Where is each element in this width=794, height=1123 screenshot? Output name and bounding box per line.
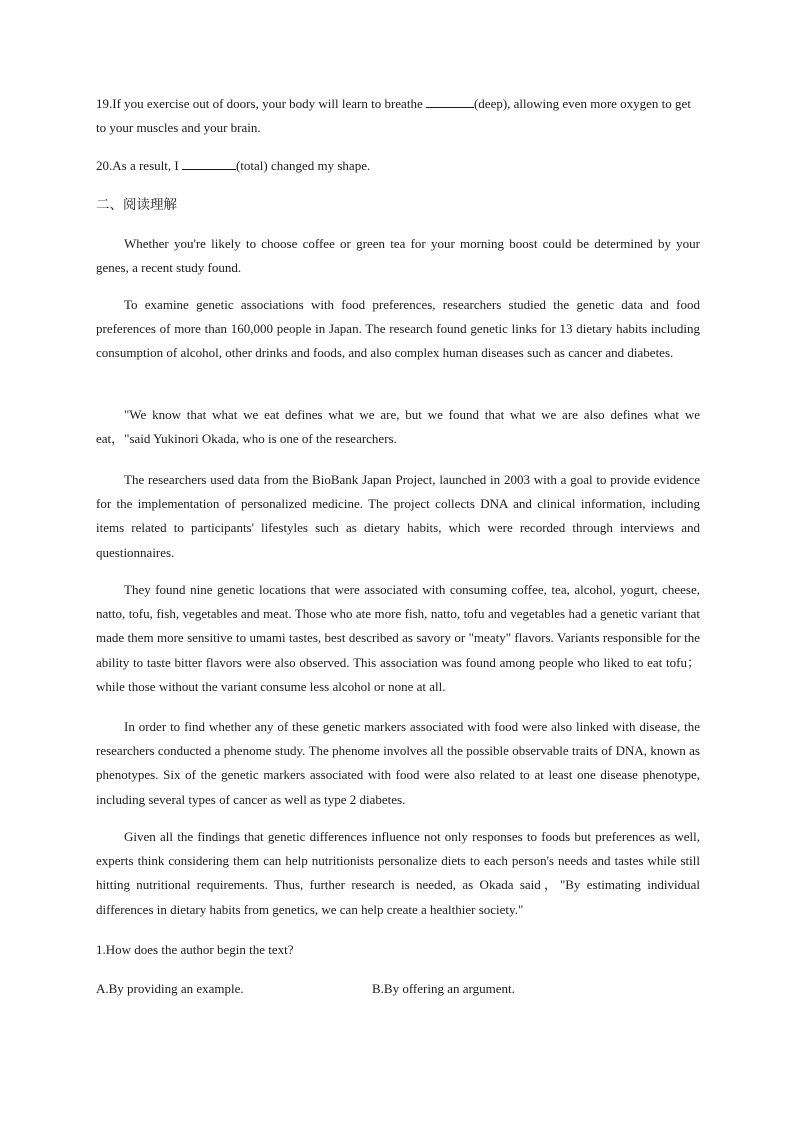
passage-paragraph: They found nine genetic locations that were associated with consuming coffee, tea, alcohol, yogurt, cheese, natto, tofu, fish, vegetables and meat. Those who ate more fish, natto, tofu and vegetables had a genetic variant that made them more sensitive to umami tastes, best described as savory or "meaty" flavors. Variants responsible for the ability to taste bitter flavors were also observed. This association was found among people who liked to eat tofu；while those without the variant consume less alcohol or none at all. — [96, 582, 700, 694]
question-19-text-after: (deep), allowing even more oxygen to get to your muscles and your brain. — [96, 96, 691, 135]
question-20-text-before: 20.As a result, I — [96, 158, 182, 173]
passage-paragraph: "We know that what we eat defines what we are, but we found that what we are also defines what we eat，"said Yukinori Okada, who is one of the researchers. — [96, 407, 700, 447]
question-20-blank[interactable] — [182, 155, 236, 170]
passage-paragraph: In order to find whether any of these genetic markers associated with food were also linked with disease, the researchers conducted a phenome study. The phenome involves all the possible observable traits of DNA, known as phenotypes. Six of the genetic markers associated with food were also related to at least one disease phenotype, including several types of cancer as well as type 2 diabetes. — [96, 719, 700, 807]
question-1-stem: 1.How does the author begin the text? — [96, 942, 294, 957]
passage-paragraph: To examine genetic associations with food preferences, researchers studied the genetic data and food preferences of more than 160,000 people in Japan. The research found genetic links for 13 dietary habits including consumption of alcohol, other drinks and foods, and also complex human diseases such as cancer and diabetes. — [96, 297, 700, 361]
question-20 — [96, 154, 700, 178]
question-19-text-before: 19.If you exercise out of doors, your body will learn to breathe — [96, 96, 426, 111]
passage-paragraph: Given all the findings that genetic differences influence not only responses to foods but preferences as well, experts think considering them can help nutritionists personalize diets to each person's needs and tastes while still hitting nutritional requirements. Thus, further research is needed, as Okada said，"By estimating individual differences in dietary habits from genetics, we can help create a healthier society." — [96, 829, 700, 917]
section-title: 二、阅读理解 — [96, 197, 177, 213]
passage-paragraph: Whether you're likely to choose coffee or green tea for your morning boost could be determined by your genes, a recent study found. — [96, 236, 700, 276]
option-a[interactable]: A.By providing an example. — [96, 981, 244, 996]
option-b[interactable]: B.By offering an argument. — [372, 981, 515, 996]
question-20-text-after: (total) changed my shape. — [235, 158, 371, 173]
question-19-blank[interactable] — [426, 93, 474, 108]
question-19 — [96, 92, 700, 140]
passage-paragraph: The researchers used data from the BioBank Japan Project, launched in 2003 with a goal to provide evidence for the implementation of personalized medicine. The project collects DNA and clinical information, including items related to participants' lifestyles such as dietary habits, which were recorded through interviews and questionnaires. — [96, 472, 700, 560]
